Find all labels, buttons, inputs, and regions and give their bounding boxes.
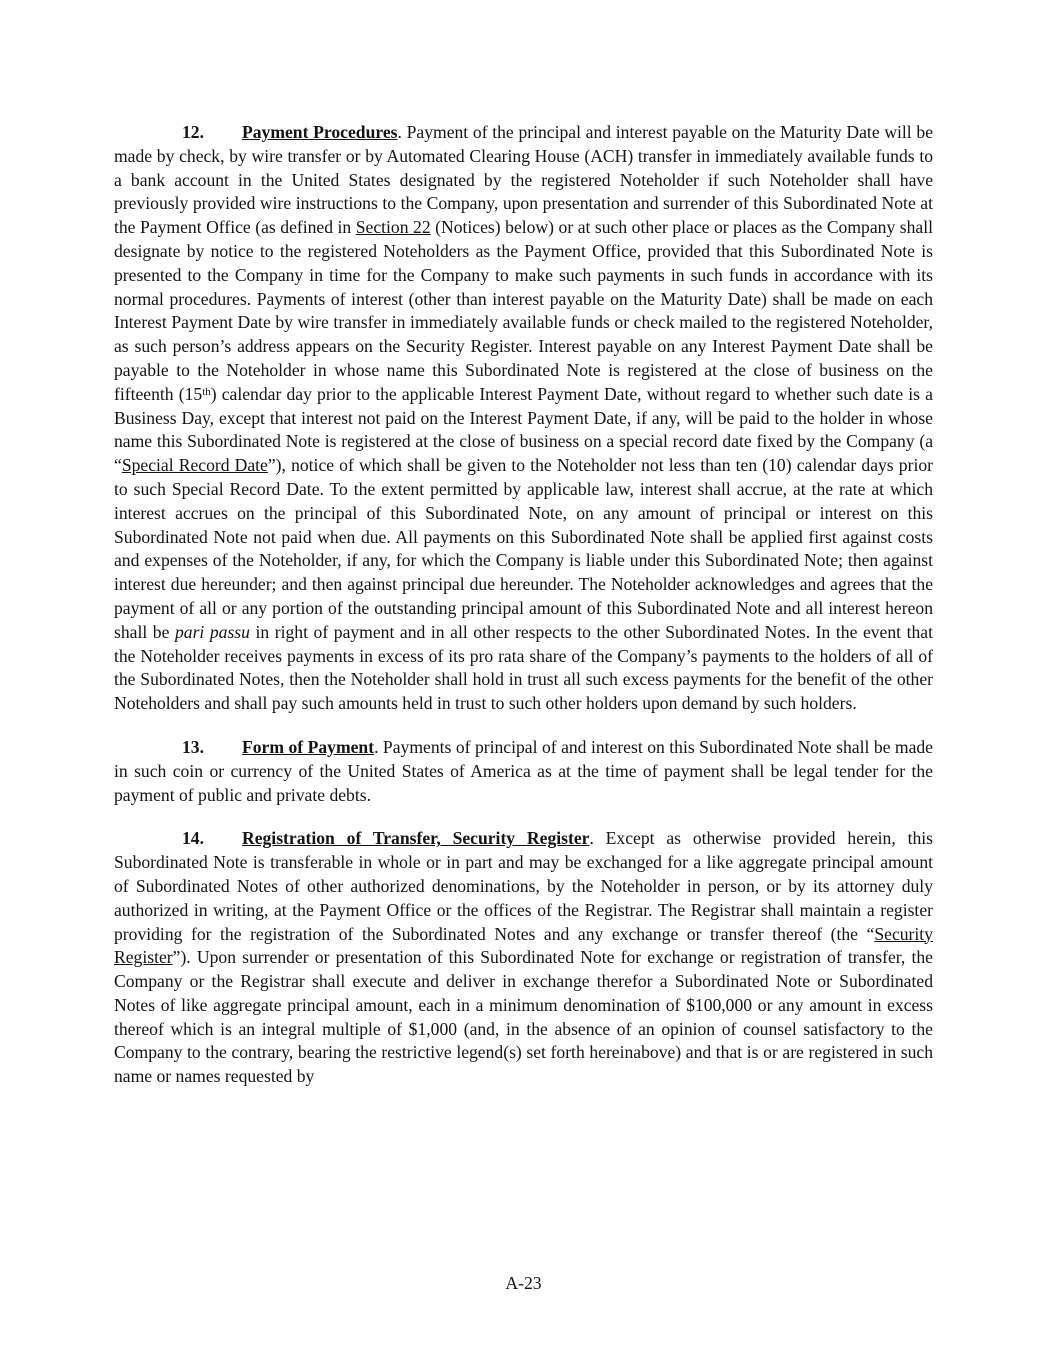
- text-run: ) calendar day prior to the applicable Interest Payment Date, without regard to whether such date is a Business Day, except that interest not paid on the Interest Payment Date, if any, will be paid to the holder in whose name this Subordinated Note is registered at the close of business on a special record date fixed by the Company (a “: [114, 383, 933, 476]
- section-13-paragraph: [114, 736, 933, 807]
- section-heading: Registration of Transfer, Security Register: [242, 828, 590, 849]
- text-run: . Except as otherwise provided herein, this Subordinated Note is transferable in whole or in part and may be exchanged for a like aggregate principal amount of Subordinated Notes of other authorized denominations, by the Noteholder in person, or by its attorney duly authorized in writing, at the Payment Office or the offices of the Registrar. The Registrar shall maintain a register providing for the registration of the Subordinated Notes and any exchange or transfer thereof (the “: [114, 828, 933, 944]
- text-run: in right of payment and in all other respects to the other Subordinated Notes. In the event that the Noteholder receives payments in excess of its pro rata share of the Company’s payments to the holders of all of the Subordinated Notes, then the Noteholder shall hold in trust all such excess payments for the benefit of the other Noteholders and shall pay such amounts held in trust to such other holders upon demand by such holders.: [114, 621, 933, 714]
- document-body: [114, 121, 933, 1089]
- text-run: ”), notice of which shall be given to the Noteholder not less than ten (10) calendar days prior to such Special Record Date. To the extent permitted by applicable law, interest shall accrue, at the rate at which interest accrues on the principal of this Subordinated Note, on any amount of principal or interest on this Subordinated Note not paid when due. All payments on this Subordinated Note shall be applied first against costs and expenses of the Noteholder, if any, for which the Company is liable under this Subordinated Note; then against interest due hereunder; and then against principal due hereunder. The Noteholder acknowledges and agrees that the payment of all or any portion of the outstanding principal amount of this Subordinated Note and all interest hereon shall be: [114, 455, 933, 642]
- section-number: 12.: [182, 122, 204, 142]
- superscript: th: [202, 385, 211, 398]
- underlined-term: Special Record Date: [121, 455, 268, 476]
- italic-term: pari passu: [174, 621, 250, 642]
- section-heading: Form of Payment: [242, 736, 375, 757]
- section-heading: Payment Procedures: [242, 122, 398, 142]
- section-12-paragraph: [114, 121, 933, 716]
- text-run: ”). Upon surrender or presentation of this Subordinated Note for exchange or registration of transfer, the Company or the Registrar shall execute and deliver in exchange therefor a Subordinated Note or Subordinated Notes of like aggregate principal amount, each in a minimum denomination of $100,000 or any amount in excess thereof which is an integral multiple of $1,000 (and, in the absence of an opinion of counsel satisfactory to the Company to the contrary, bearing the restrictive legend(s) set forth hereinabove) and that is or are registered in such name or names requested by: [114, 947, 933, 1087]
- section-14-paragraph: [114, 827, 933, 1089]
- page-footer: [114, 1272, 933, 1296]
- text-run: (Notices) below) or at such other place or places as the Company shall designate by notice to the registered Noteholders as the Payment Office, provided that this Subordinated Note is presented to the Company in time for the Company to make such payments in such funds in accordance with its normal procedures. Payments of interest (other than interest payable on the Maturity Date) shall be made on each Interest Payment Date by wire transfer in immediately available funds or check mailed to the registered Noteholder, as such person’s address appears on the Security Register. Interest payable on any Interest Payment Date shall be payable to the Noteholder in whose name this Subordinated Note is registered at the close of business on the fifteenth (15: [114, 217, 933, 404]
- text-run: . Payment of the principal and interest payable on the Maturity Date will be made by check, by wire transfer or by Automated Clearing House (ACH) transfer in immediately available funds to a bank account in the United States designated by the registered Noteholder if such Noteholder shall have previously provided wire instructions to the Company, upon presentation and surrender of this Subordinated Note at the Payment Office (as defined in: [114, 122, 934, 238]
- page-number: A-23: [505, 1273, 542, 1293]
- text-run: . Payments of principal of and interest on this Subordinated Note shall be made in such coin or currency of the United States of America as at the time of payment shall be legal tender for the payment of public and private debts.: [114, 736, 933, 805]
- underlined-term: Section 22: [355, 217, 431, 238]
- section-number: 14.: [182, 828, 204, 849]
- section-number: 13.: [182, 736, 204, 757]
- underlined-term: Security Register: [114, 923, 933, 968]
